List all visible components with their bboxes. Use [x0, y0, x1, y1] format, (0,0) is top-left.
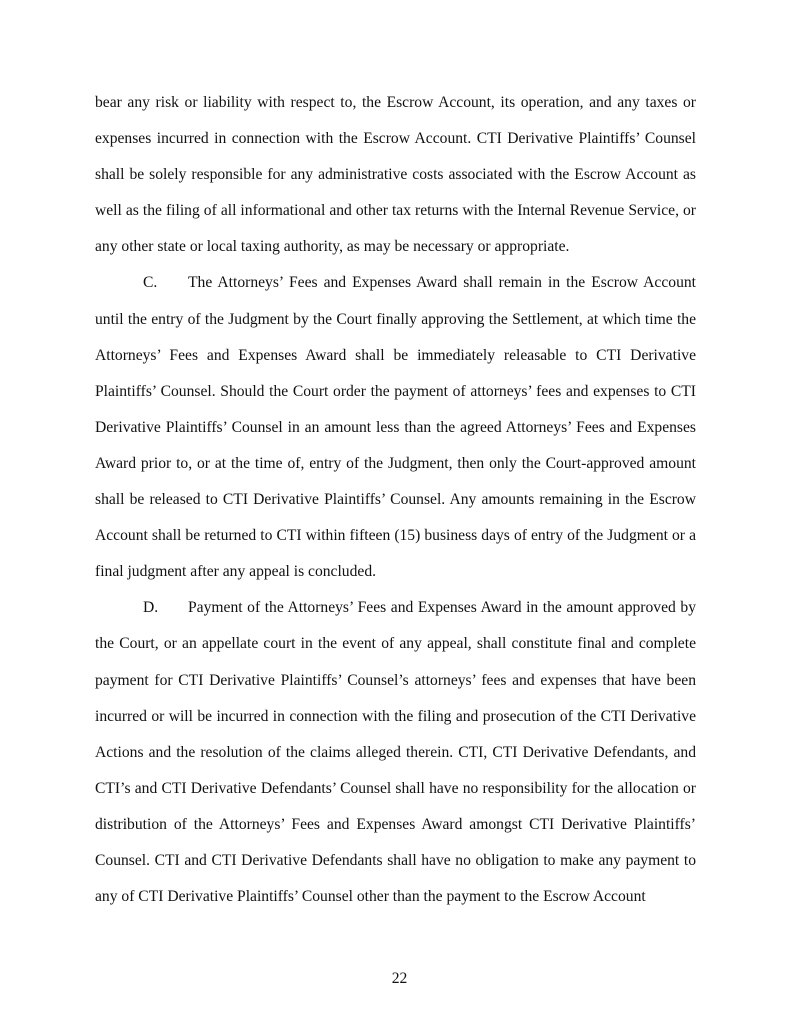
text-line: Counsel. CTI and CTI Derivative Defendants shall have no obligation to make any payment to — [95, 851, 696, 869]
text-line: until the entry of the Judgment by the Court finally approving the Settlement, at which time the — [95, 310, 696, 328]
text-line: shall be solely responsible for any administrative costs associated with the Escrow Account as — [95, 166, 696, 184]
text-line: final judgment after any appeal is concluded. — [95, 563, 377, 581]
section-d-heading-line — [95, 597, 696, 633]
text-line: Actions and the resolution of the claims alleged therein. CTI, CTI Derivative Defendants, and — [95, 743, 696, 761]
section-c-heading-line — [95, 272, 696, 308]
text-line: well as the filing of all informational and other tax returns with the Internal Revenue Service, or — [95, 202, 696, 220]
text-line: shall be released to CTI Derivative Plaintiffs’ Counsel. Any amounts remaining in the Escrow — [95, 491, 696, 509]
page-number: 22 — [391, 970, 408, 987]
section-label: D. — [143, 599, 159, 617]
text-line: CTI’s and CTI Derivative Defendants’ Counsel shall have no responsibility for the allocation or — [95, 779, 696, 797]
text-line: bear any risk or liability with respect to, the Escrow Account, its operation, and any taxes or — [95, 94, 696, 111]
text-line: The Attorneys’ Fees and Expenses Award shall remain in the Escrow Account — [188, 274, 696, 292]
text-line: Payment of the Attorneys’ Fees and Expenses Award in the amount approved by — [188, 599, 696, 617]
text-line: Award prior to, or at the time of, entry of the Judgment, then only the Court-approved amount — [95, 454, 696, 472]
text-line: Attorneys’ Fees and Expenses Award shall be immediately releasable to CTI Derivative — [95, 346, 696, 364]
section-label: C. — [143, 274, 158, 292]
body-text — [95, 92, 696, 922]
text-line: incurred or will be incurred in connection with the filing and prosecution of the CTI Derivative — [95, 707, 696, 725]
text-line: the Court, or an appellate court in the event of any appeal, shall constitute final and complete — [95, 635, 696, 653]
text-line: any of CTI Derivative Plaintiffs’ Counsel other than the payment to the Escrow Account — [95, 888, 646, 906]
text-line: Plaintiffs’ Counsel. Should the Court order the payment of attorneys’ fees and expenses to CTI — [95, 382, 696, 400]
text-line: expenses incurred in connection with the Escrow Account. CTI Derivative Plaintiffs’ Counsel — [95, 130, 696, 148]
text-line: Account shall be returned to CTI within fifteen (15) business days of entry of the Judgment or a — [95, 527, 696, 545]
text-line: distribution of the Attorneys’ Fees and Expenses Award amongst CTI Derivative Plaintiffs’ — [95, 815, 696, 833]
text-line: payment for CTI Derivative Plaintiffs’ Counsel’s attorneys’ fees and expenses that have been — [95, 671, 696, 689]
text-line: any other state or local taxing authority, as may be necessary or appropriate. — [95, 238, 570, 256]
text-line: Derivative Plaintiffs’ Counsel in an amount less than the agreed Attorneys’ Fees and Expenses — [95, 418, 696, 436]
